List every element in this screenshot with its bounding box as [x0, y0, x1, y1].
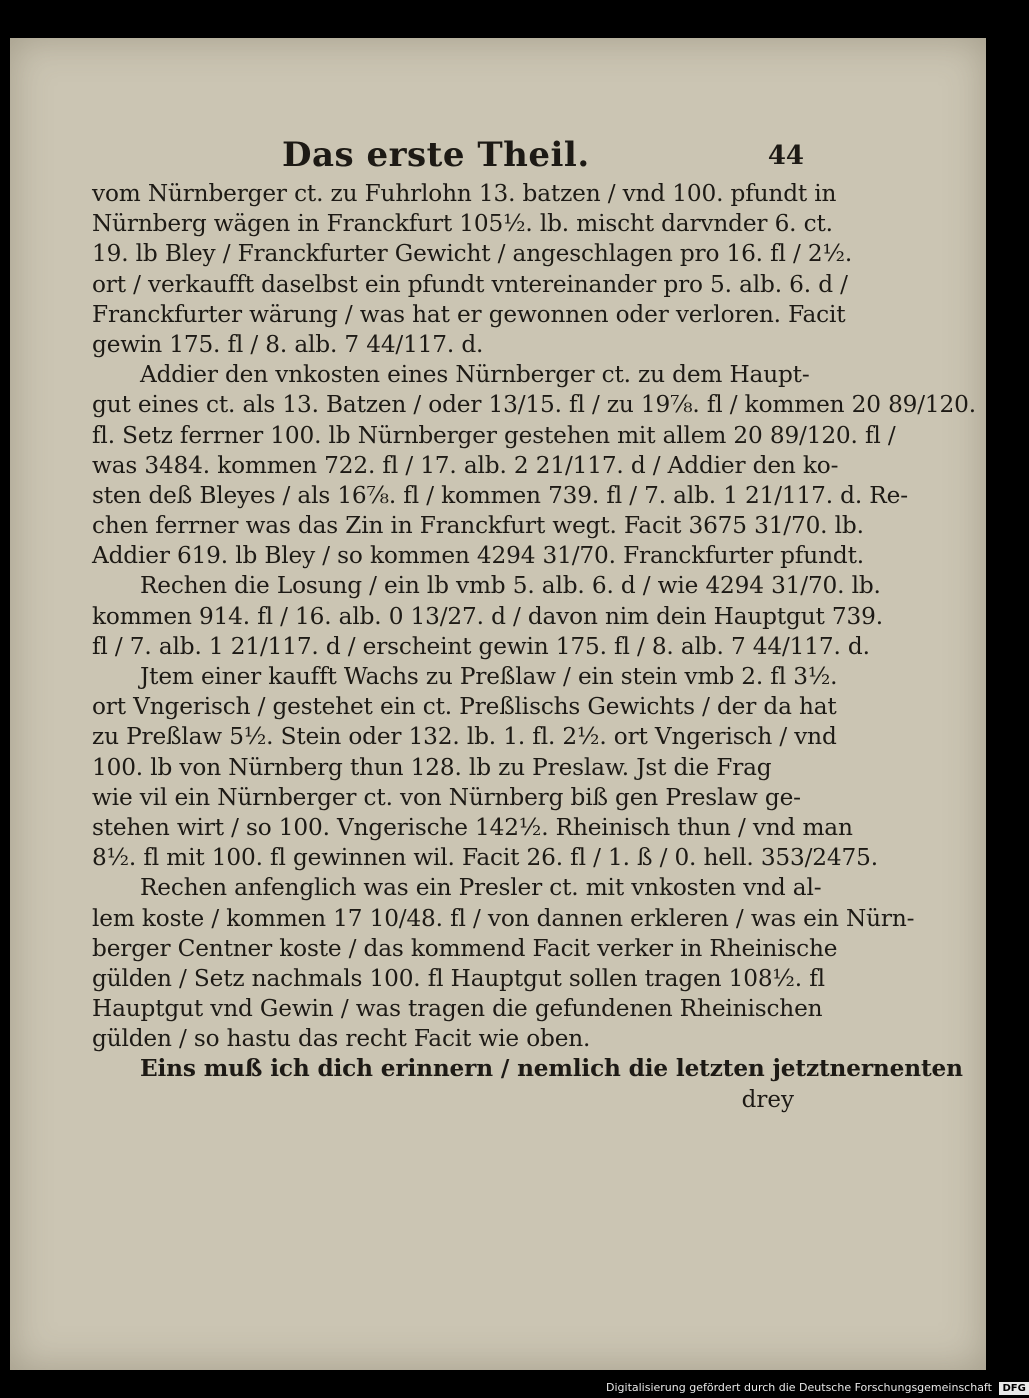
text-line: zu Preßlaw 5½. Stein oder 132. lb. 1. fl. 2½. ort Vngerisch / vnd	[92, 723, 837, 751]
text-line: 19. lb Bley / Franckfurter Gewicht / angeschlagen pro 16. fl / 2½.	[92, 240, 853, 268]
credit-text: Digitalisierung gefördert durch die Deutsche Forschungsgemeinschaft	[606, 1381, 992, 1394]
running-head: Das erste Theil.	[282, 135, 590, 175]
text-line: stehen wirt / so 100. Vngerische 142½. Rheinisch thun / vnd man	[92, 813, 853, 841]
text-line: fl / 7. alb. 1 21/117. d / erscheint gewin 175. fl / 8. alb. 7 44/117. d.	[92, 632, 870, 660]
catchword: drey	[741, 1086, 794, 1113]
page-text-block	[92, 135, 976, 1115]
text-line: Eins muß ich dich erinnern / nemlich die letzten jetztnernenten	[140, 1055, 963, 1083]
page-number: 44	[767, 141, 804, 171]
paragraph	[92, 571, 883, 662]
text-line: Franckfurter wärung / was hat er gewonnen oder verloren. Facit	[92, 300, 846, 328]
text-line: Rechen die Losung / ein lb vmb 5. alb. 6. d / wie 4294 31/70. lb.	[140, 572, 881, 600]
text-line: fl. Setz ferrner 100. lb Nürnberger gestehen mit allem 20 89/120. fl /	[92, 421, 896, 449]
paragraph	[92, 1054, 963, 1084]
text-line: berger Centner koste / das kommend Facit verker in Rheinische	[92, 934, 838, 962]
paragraph	[92, 179, 853, 360]
text-line: Rechen anfenglich was ein Presler ct. mit vnkosten vnd al-	[140, 874, 822, 902]
text-line: chen ferrner was das Zin in Franckfurt wegt. Facit 3675 31/70. lb.	[92, 512, 864, 540]
text-line: vom Nürnberger ct. zu Fuhrlohn 13. batzen / vnd 100. pfundt in	[92, 180, 837, 207]
paragraph	[92, 360, 976, 571]
text-line: 100. lb von Nürnberg thun 128. lb zu Preslaw. Jst die Frag	[92, 753, 772, 781]
text-line: wie vil ein Nürnberger ct. von Nürnberg biß gen Preslaw ge-	[92, 783, 801, 811]
text-line: gülden / so hastu das recht Facit wie oben.	[92, 1025, 591, 1053]
text-line: Jtem einer kaufft Wachs zu Preßlaw / ein stein vmb 2. fl 3½.	[140, 663, 838, 690]
text-line: Hauptgut vnd Gewin / was tragen die gefundenen Rheinischen	[92, 995, 823, 1023]
text-line: Nürnberg wägen in Franckfurt 105½. lb. mischt darvnder 6. ct.	[92, 210, 833, 238]
page-header	[92, 135, 804, 179]
paragraph	[92, 873, 915, 1054]
text-line: ort Vngerisch / gestehet ein ct. Preßlischs Gewichts / der da hat	[92, 693, 837, 721]
text-line: Addier 619. lb Bley / so kommen 4294 31/70. Franckfurter pfundt.	[92, 542, 864, 570]
text-line: 8½. fl mit 100. fl gewinnen wil. Facit 26. fl / 1. ß / 0. hell. 353/2475.	[92, 844, 878, 872]
text-line: kommen 914. fl / 16. alb. 0 13/27. d / davon nim dein Hauptgut 739.	[92, 602, 883, 630]
text-line: was 3484. kommen 722. fl / 17. alb. 2 21/117. d / Addier den ko-	[92, 451, 839, 479]
text-line: gülden / Setz nachmals 100. fl Hauptgut sollen tragen 108½. fl	[92, 964, 825, 992]
text-line: gewin 175. fl / 8. alb. 7 44/117. d.	[92, 330, 484, 358]
text-line: lem koste / kommen 17 10/48. fl / von dannen erkleren / was ein Nürn-	[92, 904, 915, 932]
paragraph	[92, 662, 878, 873]
book-page	[10, 38, 986, 1370]
digitization-credit	[606, 1380, 1029, 1396]
dfg-logo: DFG	[999, 1382, 1028, 1395]
text-line: Addier den vnkosten eines Nürnberger ct. zu dem Haupt-	[140, 361, 810, 389]
text-line: sten deß Bleyes / als 16⅞. fl / kommen 739. fl / 7. alb. 1 21/117. d. Re-	[92, 481, 908, 509]
text-line: gut eines ct. als 13. Batzen / oder 13/15. fl / zu 19⅞. fl / kommen 20 89/120.	[92, 391, 976, 419]
text-line: ort / verkaufft daselbst ein pfundt vntereinander pro 5. alb. 6. d /	[92, 270, 848, 298]
